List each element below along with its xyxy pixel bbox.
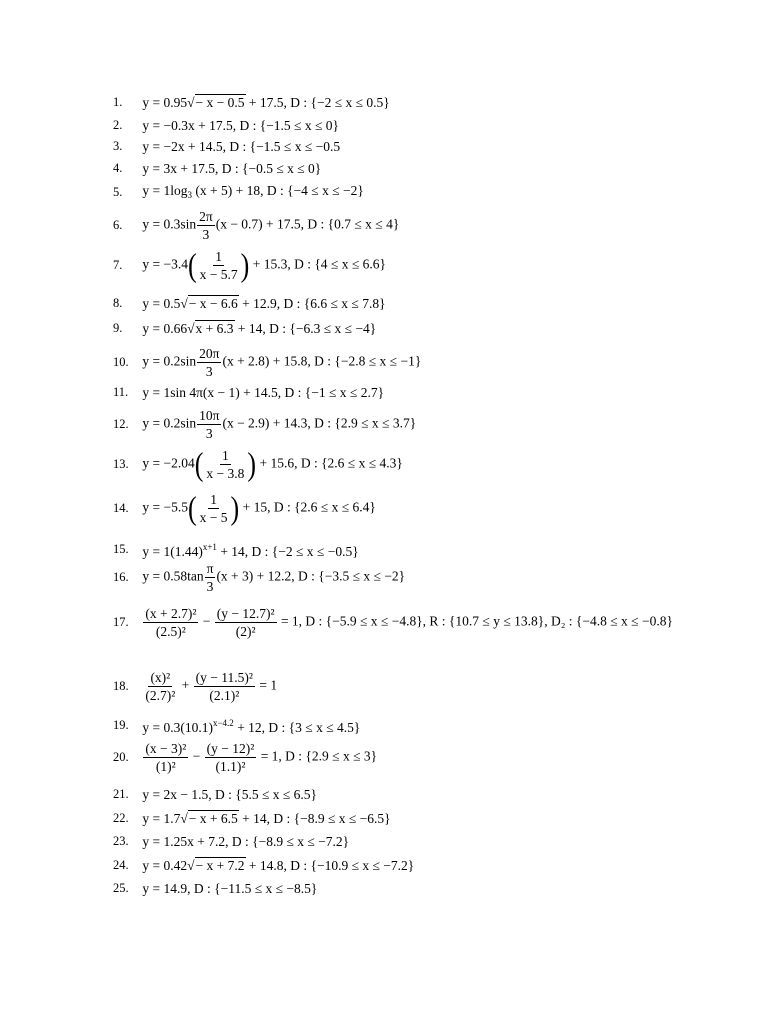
equation-text: y = 0.2sin $\frac{20\pi}{3}$ (x + 2.8) + 15.8, D : {−2.8 ≤ x ≤ −1}: [142, 346, 422, 379]
equation-12: [113, 408, 416, 441]
equation-18: [113, 670, 277, 703]
equation-text: y = −5.5( $\frac{1}{x - 5}$ ) + 15, D : {2.6 ≤ x ≤ 6.4}: [142, 489, 376, 526]
equation-number: 10.: [113, 354, 129, 369]
equation-number: 21.: [113, 787, 129, 801]
equation-text: $y = 1\log_3$ (x + 5) + 18, D : {−4 ≤ x ≤ −2}: [142, 183, 364, 200]
equation-number: 1.: [113, 95, 123, 109]
equation-number: 2.: [113, 118, 123, 132]
equation-text: $\frac{\text{(x + 2.7)²}}{\text{(2.5)²}}$ − $\frac{\text{(y − 12.7)²}}{\text{(2)²}}$ = 1, D : {−5.9 ≤ x ≤ −4.8}, R : {10.7 ≤ y ≤ 13.8}, D₂ : {−4.8 ≤ x ≤ −0.8}: [145, 606, 673, 639]
equation-number: 6.: [113, 217, 123, 232]
equation-number: 7.: [113, 257, 123, 272]
equation-2: [113, 117, 339, 134]
equation-number: 18.: [113, 678, 129, 693]
equation-number: 23.: [113, 834, 129, 848]
equation-text: y = −2x + 14.5, D : {−1.5 ≤ x ≤ −0.5: [142, 138, 341, 154]
equation-24: [113, 857, 414, 874]
equation-5: [113, 183, 364, 203]
equation-text: y = 3x + 17.5, D : {−0.5 ≤ x ≤ 0}: [142, 160, 322, 176]
equation-number: 25.: [113, 881, 129, 895]
equation-text: y = −3.4( $\frac{1}{x - 5.7}$ ) + 15.3, D : {4 ≤ x ≤ 6.6}: [142, 246, 386, 283]
equation-14: [113, 489, 376, 526]
equation-text: y = 1.25x + 7.2, D : {−8.9 ≤ x ≤ −7.2}: [142, 833, 350, 849]
equation-8: [113, 295, 386, 312]
equation-number: 8.: [113, 296, 123, 310]
equation-number: 4.: [113, 161, 123, 175]
equation-number: 5.: [113, 185, 123, 200]
equation-number: 24.: [113, 858, 129, 872]
equation-number: 19.: [113, 717, 129, 732]
equation-text: y = 0.66√x + 6.3 + 14, D : {−6.3 ≤ x ≤ −4}: [142, 320, 377, 336]
equation-text: y = 2x − 1.5, D : {5.5 ≤ x ≤ 6.5}: [142, 786, 318, 802]
equation-number: 9.: [113, 321, 123, 335]
equation-text: y = 0.5√− x − 6.6 + 12.9, D : {6.6 ≤ x ≤ 7.8}: [142, 295, 386, 311]
equation-text: y = 0.95√− x − 0.5 + 17.5, D : {−2 ≤ x ≤ 0.5}: [142, 94, 390, 110]
equation-7: [113, 246, 386, 283]
equation-13: [113, 445, 403, 482]
equation-4: [113, 160, 321, 177]
equation-3: [113, 138, 340, 155]
equation-number: 11.: [113, 385, 129, 399]
equation-text: y = −2.04( $\frac{1}{x - 3.8}$ ) + 15.6, D : {2.6 ≤ x ≤ 4.3}: [142, 445, 403, 482]
equation-text: y = 14.9, D : {−11.5 ≤ x ≤ −8.5}: [142, 880, 318, 896]
equation-number: 16.: [113, 569, 129, 584]
equation-22: [113, 810, 391, 827]
equation-number: 22.: [113, 811, 129, 825]
equation-23: [113, 833, 349, 850]
equation-text: $y = 1(1.44)^{x+1} + 14$, D : {−2 ≤ x ≤ −0.5}: [142, 542, 359, 559]
equation-text: $\frac{\text{(x)²}}{\text{(2.7)²}}$ + $\frac{\text{(y − 11.5)²}}{\text{(2.1)²}}$ = 1: [145, 670, 278, 703]
equation-text: y = 1.7√− x + 6.5 + 14, D : {−8.9 ≤ x ≤ −6.5}: [142, 810, 391, 826]
equation-number: 17.: [113, 614, 129, 629]
equation-text: y = −0.3x + 17.5, D : {−1.5 ≤ x ≤ 0}: [142, 117, 339, 133]
equation-25: [113, 880, 317, 897]
equation-6: [113, 209, 399, 242]
equation-10: [113, 346, 421, 379]
equation-17: [113, 606, 673, 639]
equation-1: [113, 94, 390, 111]
equation-21: [113, 786, 317, 803]
equation-text: $\frac{\text{(x − 3)²}}{\text{(1)²}}$ − $\frac{\text{(y − 12)²}}{\text{(1.1)²}}$ = 1, D : {2.9 ≤ x ≤ 3}: [145, 741, 378, 774]
equation-text: y = 0.2sin $\frac{10\pi}{3}$ (x − 2.9) + 14.3, D : {2.9 ≤ x ≤ 3.7}: [142, 408, 417, 441]
equation-19: [113, 715, 360, 736]
equation-number: 12.: [113, 416, 129, 431]
equation-number: 13.: [113, 456, 129, 471]
equation-text: $y = 0.3(10.1)^{x-4.2} + 12$, D : {3 ≤ x ≤ 4.5}: [142, 718, 361, 735]
equation-9: [113, 320, 376, 337]
equation-11: [113, 384, 384, 401]
equation-number: 20.: [113, 749, 129, 764]
equation-number: 15.: [113, 541, 129, 556]
equation-number: 14.: [113, 500, 129, 515]
equation-number: 3.: [113, 139, 123, 153]
equation-text: y = 0.3sin $\frac{2\pi}{3}$ (x − 0.7) + 17.5, D : {0.7 ≤ x ≤ 4}: [142, 209, 400, 242]
equation-text: y = 0.42√− x + 7.2 + 14.8, D : {−10.9 ≤ x ≤ −7.2}: [142, 857, 415, 873]
equation-text: y = 1sin 4π(x − 1) + 14.5, D : {−1 ≤ x ≤ 2.7}: [142, 384, 385, 400]
equation-16: [113, 561, 405, 594]
equation-15: [113, 539, 359, 560]
equation-20: [113, 741, 377, 774]
equation-text: y = 0.58tan $\frac{\pi}{3}$ (x + 3) + 12.2, D : {−3.5 ≤ x ≤ −2}: [142, 561, 406, 594]
